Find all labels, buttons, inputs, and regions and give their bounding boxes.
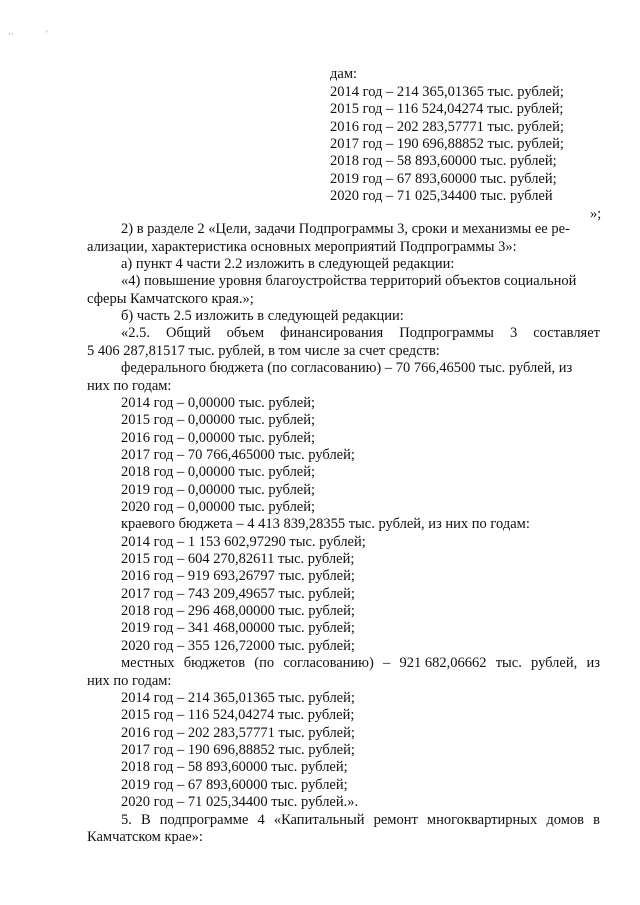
paragraph-line-justified — [121, 812, 600, 829]
year-line: 2014 год – 1 153 602,97290 тыс. рублей; — [121, 534, 366, 550]
scan-mark: ·· — [8, 29, 14, 39]
year-line: 2020 год – 71 025,34400 тыс. рублей.». — [121, 794, 359, 810]
year-line: 2020 год – 71 025,34400 тыс. рублей — [330, 188, 553, 204]
year-line: 2017 год – 70 766,465000 тыс. рублей; — [121, 447, 355, 463]
year-line: 2017 год – 190 696,88852 тыс. рублей; — [330, 136, 564, 152]
scan-mark: ' — [46, 29, 48, 39]
word: Общий — [166, 325, 211, 341]
year-line: 2019 год – 0,00000 тыс. рублей; — [121, 482, 316, 498]
word: 921 682,06662 — [399, 655, 487, 671]
paragraph-line: «4) повышение уровня благоустройства территорий объектов социальной — [121, 273, 577, 289]
word: местных — [121, 655, 175, 671]
word: объем — [226, 325, 265, 341]
paragraph-line: них по годам: — [87, 378, 172, 394]
word: «2.5. — [121, 325, 150, 341]
word: финансирования — [280, 325, 384, 341]
paragraph-line: федерального бюджета (по согласованию) – 70 766,46500 тыс. рублей, из — [121, 360, 573, 376]
word: согласованию) — [283, 655, 374, 671]
word: 3 — [509, 325, 518, 341]
paragraph-line: Камчатском крае»: — [87, 829, 203, 845]
year-line: 2019 год – 67 893,60000 тыс. рублей; — [330, 171, 557, 187]
word: бюджетов — [183, 655, 246, 671]
word: многоквартирных — [426, 812, 538, 828]
year-line: 2017 год – 190 696,88852 тыс. рублей; — [121, 742, 355, 758]
paragraph-line: 2) в разделе 2 «Цели, задачи Подпрограммы 3, сроки и механизмы ее ре- — [121, 221, 570, 237]
paragraph-line: сферы Камчатского края.»; — [87, 291, 254, 307]
year-line: 2014 год – 214 365,01365 тыс. рублей; — [330, 84, 564, 100]
paragraph-line: краевого бюджета – 4 413 839,28355 тыс. рублей, из них по годам: — [121, 516, 530, 532]
word: подпрограмме — [159, 812, 249, 828]
paragraph-line: 5 406 287,81517 тыс. рублей, в том числе за счет средств: — [87, 343, 440, 359]
word: домов — [546, 812, 584, 828]
year-line: 2016 год – 0,00000 тыс. рублей; — [121, 430, 316, 446]
word: В — [140, 812, 151, 828]
word: в — [593, 812, 600, 828]
year-line: 2018 год – 58 893,60000 тыс. рублей; — [330, 153, 557, 169]
year-line: 2015 год – 0,00000 тыс. рублей; — [121, 412, 316, 428]
paragraph-line: а) пункт 4 части 2.2 изложить в следующей редакции: — [121, 256, 455, 272]
word: из — [586, 655, 600, 671]
paragraph-line-justified — [121, 325, 600, 342]
closing-quote: »; — [590, 206, 602, 222]
paragraph-line: ализации, характеристика основных мероприятий Подпрограммы 3»: — [87, 239, 517, 255]
paragraph-line: б) часть 2.5 изложить в следующей редакции: — [121, 308, 404, 324]
year-line: 2017 год – 743 209,49657 тыс. рублей; — [121, 586, 355, 602]
year-line: 2016 год – 202 283,57771 тыс. рублей; — [330, 119, 564, 135]
word: 5. — [121, 812, 132, 828]
year-line: 2018 год – 58 893,60000 тыс. рублей; — [121, 759, 348, 775]
word: тыс. — [495, 655, 522, 671]
word: «Капитальный — [273, 812, 365, 828]
year-line: 2015 год – 604 270,82611 тыс. рублей; — [121, 551, 355, 567]
word: составляет — [533, 325, 600, 341]
word: рублей, — [531, 655, 578, 671]
year-line: 2019 год – 341 468,00000 тыс. рублей; — [121, 620, 355, 636]
year-line: 2018 год – 0,00000 тыс. рублей; — [121, 464, 316, 480]
year-line: 2019 год – 67 893,60000 тыс. рублей; — [121, 777, 348, 793]
word: ремонт — [373, 812, 418, 828]
year-line: 2016 год – 919 693,26797 тыс. рублей; — [121, 568, 355, 584]
year-line: 2018 год – 296 468,00000 тыс. рублей; — [121, 603, 355, 619]
word: (по — [254, 655, 275, 671]
year-line: 2015 год – 116 524,04274 тыс. рублей; — [121, 707, 355, 723]
word: Подпрограммы — [399, 325, 494, 341]
year-line: 2016 год – 202 283,57771 тыс. рублей; — [121, 725, 355, 741]
word: – — [383, 655, 391, 671]
year-line: 2020 год – 355 126,72000 тыс. рублей; — [121, 638, 355, 654]
year-line: 2020 год – 0,00000 тыс. рублей; — [121, 499, 316, 515]
year-line: 2014 год – 214 365,01365 тыс. рублей; — [121, 690, 355, 706]
paragraph-line: них по годам: — [87, 673, 172, 689]
year-line: 2015 год – 116 524,04274 тыс. рублей; — [330, 101, 564, 117]
text-line: дам: — [330, 66, 358, 82]
year-line: 2014 год – 0,00000 тыс. рублей; — [121, 395, 316, 411]
paragraph-line-justified — [121, 655, 600, 672]
word: 4 — [257, 812, 265, 828]
